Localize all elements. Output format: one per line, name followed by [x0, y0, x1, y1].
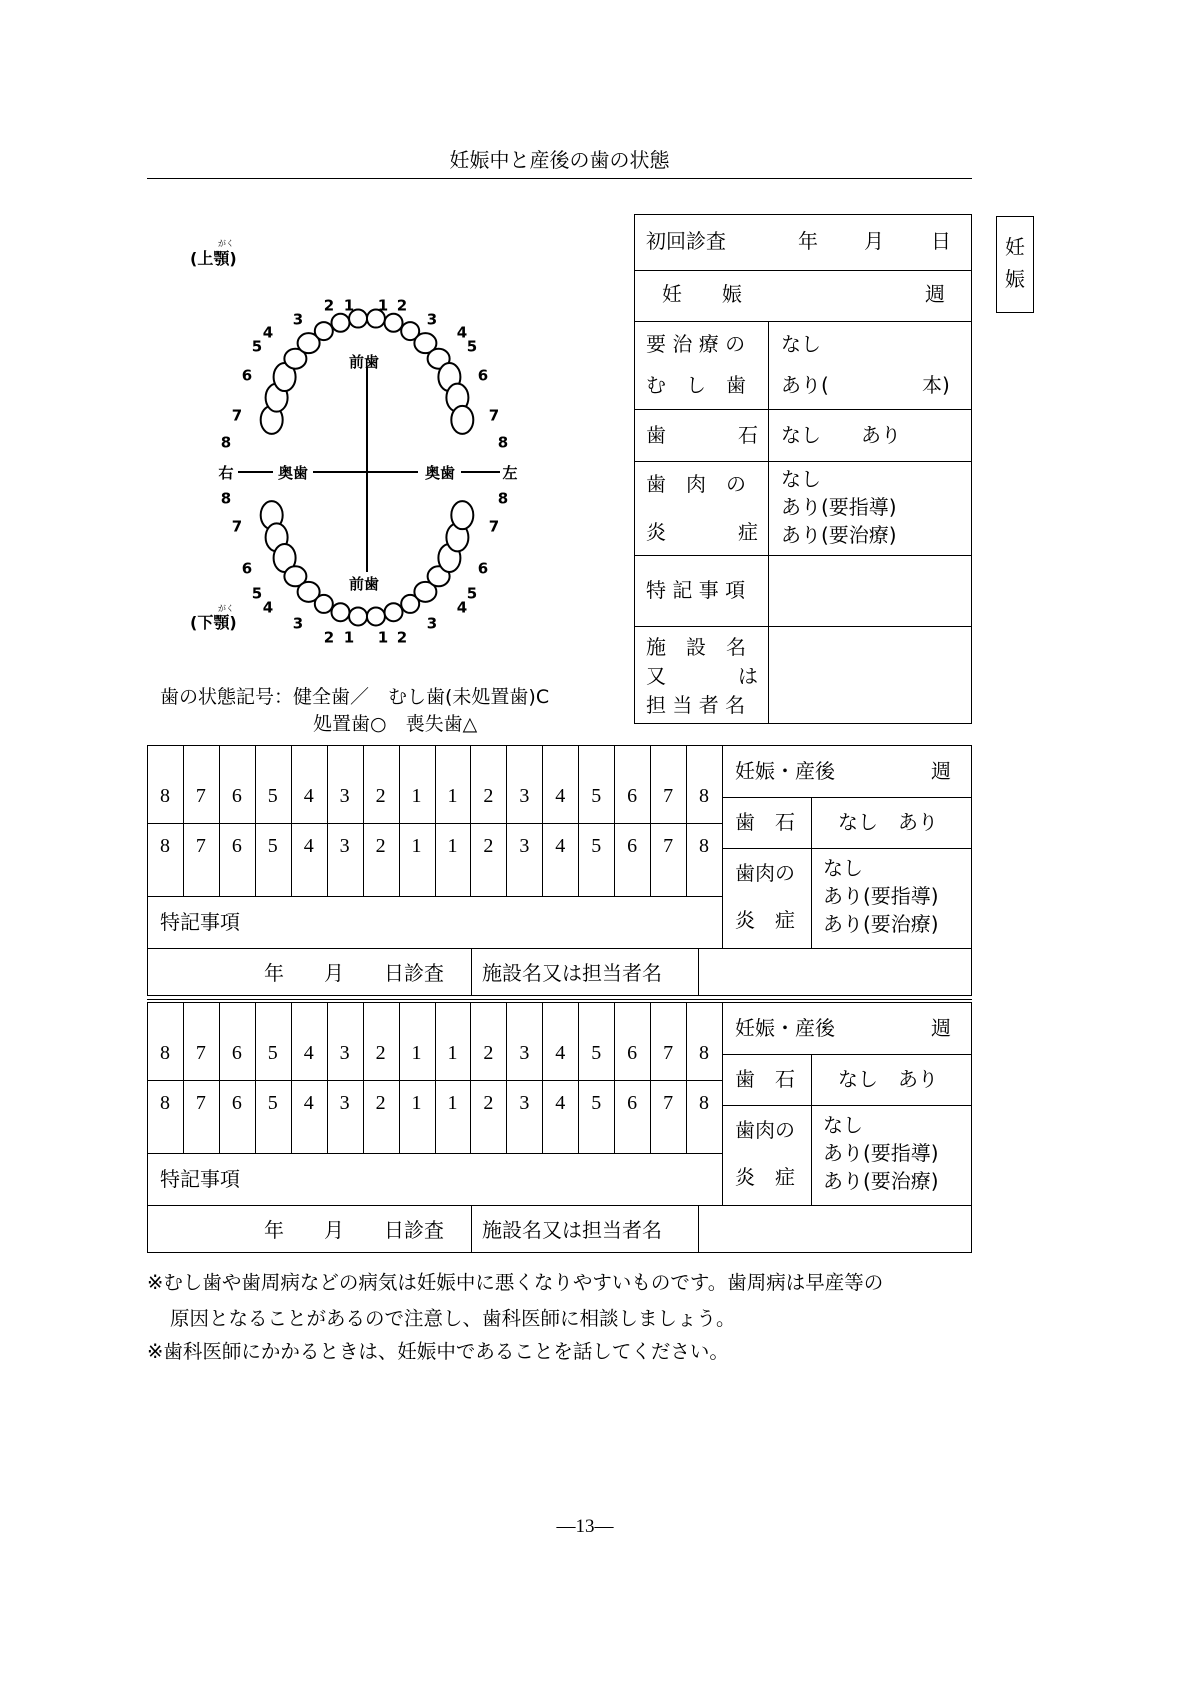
gingivitis-label: 炎 症 [735, 1165, 795, 1189]
upper-tooth-cell[interactable]: 1 [411, 1042, 422, 1064]
upper-tooth-cell[interactable]: 7 [195, 785, 206, 807]
note-line-2: 原因となることがあるので注意し、歯科医師に相談しましょう。 [170, 1307, 736, 1330]
upper-tooth-cell[interactable]: 3 [519, 785, 530, 807]
caries-count-unit: 本) [922, 373, 950, 397]
side-tab-char: 妊 [1005, 235, 1025, 259]
lower-tooth-cell[interactable]: 4 [555, 835, 566, 857]
lower-tooth-number: 3 [426, 614, 438, 633]
upper-tooth-cell[interactable]: 4 [303, 1042, 314, 1064]
upper-tooth-number: 2 [323, 296, 335, 315]
upper-tooth-cell[interactable]: 8 [699, 785, 710, 807]
upper-tooth-cell[interactable]: 2 [375, 785, 386, 807]
gingivitis-treatment-option[interactable]: あり(要治療) [823, 1169, 939, 1193]
lower-tooth-cell[interactable]: 7 [663, 835, 674, 857]
tooth-shape [367, 607, 385, 625]
upper-tooth-number: 2 [396, 296, 408, 315]
lower-tooth-cell[interactable]: 3 [339, 1092, 350, 1114]
lower-tooth-cell[interactable]: 3 [519, 1092, 530, 1114]
upper-tooth-cell[interactable]: 4 [303, 785, 314, 807]
caries-yes-option[interactable]: あり( [781, 373, 829, 397]
lower-tooth-cell[interactable]: 3 [519, 835, 530, 857]
lower-tooth-cell[interactable]: 1 [411, 1092, 422, 1114]
side-tab [996, 216, 1034, 313]
lower-tooth-cell[interactable]: 5 [591, 1092, 602, 1114]
front-teeth-lower-label: 前歯 [348, 575, 380, 593]
calculus-label: 歯 石 [735, 810, 795, 834]
week-label: 週 [931, 759, 951, 783]
upper-tooth-cell[interactable]: 5 [267, 1042, 278, 1064]
side-tab-char: 娠 [1005, 267, 1025, 291]
notes-label: 特 記 事 項 [646, 578, 746, 602]
upper-tooth-cell[interactable]: 7 [663, 1042, 674, 1064]
lower-tooth-cell[interactable]: 2 [375, 1092, 386, 1114]
lower-tooth-cell[interactable]: 8 [699, 835, 710, 857]
calculus-label: 歯 石 [735, 1067, 795, 1091]
upper-tooth-number: 4 [456, 323, 468, 342]
gingivitis-none-option[interactable]: なし [823, 856, 863, 880]
lower-tooth-number: 3 [292, 614, 304, 633]
facility-label: 又 [646, 664, 666, 688]
pregnancy-week-label: 妊 娠 [662, 282, 742, 306]
caries-none-option[interactable]: なし [781, 332, 821, 356]
upper-tooth-cell[interactable]: 1 [447, 785, 458, 807]
upper-tooth-cell[interactable]: 6 [627, 1042, 638, 1064]
gingivitis-label: 症 [738, 520, 758, 544]
upper-tooth-cell[interactable]: 3 [339, 785, 350, 807]
legend-line-1: 歯の状態記号：健全歯／ むし歯(未処置歯)C [160, 686, 550, 708]
lower-tooth-number: 1 [377, 628, 389, 647]
upper-tooth-cell[interactable]: 4 [555, 785, 566, 807]
tooth-shape [385, 603, 403, 621]
gingivitis-label: 歯 肉 の [646, 472, 746, 496]
upper-tooth-cell[interactable]: 6 [231, 785, 242, 807]
gingivitis-label: 炎 [646, 520, 666, 544]
lower-tooth-cell[interactable]: 5 [267, 1092, 278, 1114]
back-teeth-left-label: 奥歯 [424, 464, 456, 482]
page-title: 妊娠中と産後の歯の状態 [449, 148, 670, 172]
upper-tooth-cell[interactable]: 5 [591, 1042, 602, 1064]
upper-tooth-cell[interactable]: 5 [591, 785, 602, 807]
upper-tooth-cell[interactable]: 1 [411, 785, 422, 807]
lower-tooth-cell[interactable]: 6 [627, 1092, 638, 1114]
jaw-ruby: がく [218, 604, 234, 613]
upper-tooth-cell[interactable]: 5 [267, 785, 278, 807]
lower-tooth-cell[interactable]: 1 [447, 835, 458, 857]
facility-label: 施設名又は担当者名 [482, 1218, 662, 1242]
upper-tooth-cell[interactable]: 6 [627, 785, 638, 807]
tooth-chart-diagram [178, 230, 523, 655]
title-rule [147, 178, 972, 179]
lower-tooth-cell[interactable]: 6 [231, 835, 242, 857]
front-teeth-upper-label: 前歯 [348, 353, 380, 371]
upper-jaw-label: (上顎) [190, 249, 237, 268]
gingivitis-label: 歯肉の [735, 1118, 795, 1142]
facility-label: 担 当 者 名 [646, 693, 746, 717]
week-label: 週 [931, 1016, 951, 1040]
tooth-shape [349, 607, 367, 625]
lower-tooth-number: 7 [231, 517, 243, 536]
gingivitis-guidance-option[interactable]: あり(要指導) [823, 1141, 939, 1165]
first-exam-date-label: 初回診査 [646, 229, 726, 253]
upper-tooth-cell[interactable]: 3 [519, 1042, 530, 1064]
month-label: 月 [864, 229, 884, 253]
calculus-options[interactable]: なし あり [838, 1067, 938, 1091]
gingivitis-label: 炎 症 [735, 908, 795, 932]
tooth-shape [385, 314, 403, 332]
facility-label: 施 設 名 [646, 635, 746, 659]
calculus-label: 歯 [646, 423, 666, 447]
upper-tooth-cell[interactable]: 7 [663, 785, 674, 807]
lower-tooth-number: 4 [456, 598, 468, 617]
upper-tooth-number: 6 [477, 366, 489, 385]
upper-tooth-number: 8 [497, 433, 509, 452]
upper-tooth-cell[interactable]: 2 [483, 1042, 494, 1064]
lower-tooth-cell[interactable]: 8 [159, 835, 170, 857]
gingivitis-guidance-option[interactable]: あり(要指導) [823, 884, 939, 908]
gingivitis-label: 歯肉の [735, 861, 795, 885]
lower-tooth-number: 8 [220, 489, 232, 508]
upper-tooth-cell[interactable]: 3 [339, 1042, 350, 1064]
upper-tooth-cell[interactable]: 8 [699, 1042, 710, 1064]
period-label: 妊娠・産後 [735, 759, 835, 783]
lower-tooth-cell[interactable]: 2 [375, 835, 386, 857]
tooth-shape [315, 322, 333, 340]
lower-tooth-number: 7 [488, 517, 500, 536]
calculus-options[interactable]: なし あり [781, 423, 901, 447]
upper-tooth-number: 8 [220, 433, 232, 452]
gingivitis-none-option[interactable]: なし [823, 1113, 863, 1137]
facility-label: は [738, 664, 758, 688]
day-label: 日 [931, 229, 951, 253]
jaw-ruby: がく [218, 239, 234, 248]
calculus-options[interactable]: なし あり [838, 810, 938, 834]
upper-tooth-number: 7 [231, 406, 243, 425]
week-label: 週 [925, 282, 945, 306]
lower-tooth-number: 5 [466, 584, 478, 603]
lower-tooth-cell[interactable]: 4 [303, 835, 314, 857]
left-label: 左 [502, 464, 518, 482]
exam-date[interactable]: 年 月 日診査 [264, 1218, 444, 1242]
facility-label: 施設名又は担当者名 [482, 961, 662, 985]
notes-label: 特記事項 [160, 1167, 240, 1191]
upper-tooth-number: 7 [488, 406, 500, 425]
gingivitis-treatment-option[interactable]: あり(要治療) [781, 523, 897, 547]
year-label: 年 [798, 229, 818, 253]
lower-tooth-number: 5 [251, 584, 263, 603]
back-teeth-right-label: 奥歯 [277, 464, 309, 482]
tooth-shape [451, 501, 473, 529]
gingivitis-guidance-option[interactable]: あり(要指導) [781, 495, 897, 519]
lower-tooth-cell[interactable]: 6 [627, 835, 638, 857]
upper-tooth-cell[interactable]: 1 [447, 1042, 458, 1064]
lower-tooth-cell[interactable]: 4 [555, 1092, 566, 1114]
lower-tooth-cell[interactable]: 1 [447, 1092, 458, 1114]
lower-tooth-cell[interactable]: 1 [411, 835, 422, 857]
notes-label: 特記事項 [160, 910, 240, 934]
right-label: 右 [218, 464, 234, 482]
lower-tooth-cell[interactable]: 5 [591, 835, 602, 857]
gingivitis-none-option[interactable]: なし [781, 467, 821, 491]
period-label: 妊娠・産後 [735, 1016, 835, 1040]
tooth-shape [331, 314, 349, 332]
note-line-3: ※歯科医師にかかるときは、妊娠中であることを話してください。 [147, 1340, 729, 1363]
upper-tooth-cell[interactable]: 2 [375, 1042, 386, 1064]
lower-tooth-number: 6 [241, 559, 253, 578]
lower-tooth-cell[interactable]: 7 [195, 1092, 206, 1114]
upper-tooth-number: 3 [292, 310, 304, 329]
lower-tooth-number: 2 [396, 628, 408, 647]
caries-label: む し 歯 [646, 373, 746, 397]
upper-tooth-cell[interactable]: 8 [159, 1042, 170, 1064]
lower-tooth-cell[interactable]: 7 [195, 835, 206, 857]
upper-tooth-cell[interactable]: 4 [555, 1042, 566, 1064]
lower-tooth-cell[interactable]: 8 [159, 1092, 170, 1114]
lower-tooth-cell[interactable]: 6 [231, 1092, 242, 1114]
lower-tooth-number: 6 [477, 559, 489, 578]
note-line-1: ※むし歯や歯周病などの病気は妊娠中に悪くなりやすいものです。歯周病は早産等の [147, 1271, 884, 1294]
lower-tooth-cell[interactable]: 2 [483, 835, 494, 857]
upper-tooth-cell[interactable]: 6 [231, 1042, 242, 1064]
legend-line-2: 処置歯○ 喪失歯△ [313, 713, 478, 735]
upper-tooth-number: 3 [426, 310, 438, 329]
calculus-label: 石 [738, 423, 758, 447]
upper-tooth-number: 1 [343, 296, 355, 315]
tooth-shape [315, 595, 333, 613]
lower-tooth-cell[interactable]: 3 [339, 835, 350, 857]
upper-tooth-cell[interactable]: 2 [483, 785, 494, 807]
upper-tooth-number: 5 [251, 337, 263, 356]
upper-tooth-cell[interactable]: 7 [195, 1042, 206, 1064]
lower-tooth-number: 4 [262, 598, 274, 617]
lower-tooth-cell[interactable]: 5 [267, 835, 278, 857]
lower-tooth-cell[interactable]: 7 [663, 1092, 674, 1114]
caries-label: 要 治 療 の [646, 332, 746, 356]
lower-tooth-number: 8 [497, 489, 509, 508]
upper-tooth-number: 1 [377, 296, 389, 315]
lower-tooth-number: 1 [343, 628, 355, 647]
gingivitis-treatment-option[interactable]: あり(要治療) [823, 912, 939, 936]
lower-tooth-number: 2 [323, 628, 335, 647]
lower-jaw-label: (下顎) [190, 613, 237, 632]
upper-tooth-cell[interactable]: 8 [159, 785, 170, 807]
lower-tooth-cell[interactable]: 2 [483, 1092, 494, 1114]
upper-tooth-number: 4 [262, 323, 274, 342]
exam-date[interactable]: 年 月 日診査 [264, 961, 444, 985]
tooth-shape [331, 603, 349, 621]
upper-tooth-number: 6 [241, 366, 253, 385]
lower-tooth-cell[interactable]: 4 [303, 1092, 314, 1114]
page-number: —13— [556, 1516, 614, 1537]
lower-tooth-cell[interactable]: 8 [699, 1092, 710, 1114]
tooth-shape [451, 406, 473, 434]
upper-tooth-number: 5 [466, 337, 478, 356]
